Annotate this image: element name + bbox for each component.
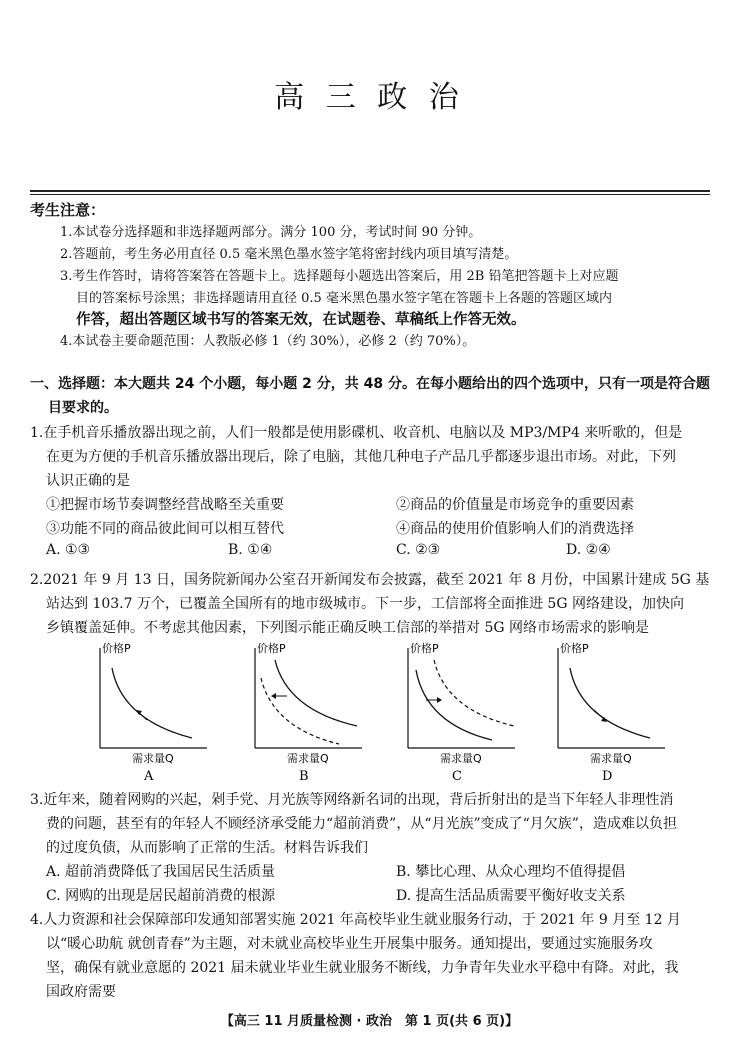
q3-line-3: 的过度负债，从而影响了正常的生活。材料告诉我们 bbox=[46, 840, 368, 856]
page-title: 高 三 政 治 bbox=[274, 80, 465, 115]
graph-c-x-label: 需求量Q bbox=[440, 752, 482, 765]
notice-item-3-emphasis: 作答，超出答题区域书写的答案无效，在试题卷、草稿纸上作答无效。 bbox=[76, 312, 526, 328]
q1-statement-3: ③功能不同的商品彼此间可以相互替代 bbox=[46, 521, 284, 537]
graph-a-x-label: 需求量Q bbox=[132, 752, 174, 765]
graph-c-letter: C bbox=[452, 769, 462, 784]
q1-line-2: 在更为方便的手机音乐播放器出现后，除了电脑，其他几种电子产品几乎都逐步退出市场。对此，下列 bbox=[46, 449, 676, 465]
graph-d-x-label: 需求量Q bbox=[590, 752, 632, 765]
q1-option-b: B. ①④ bbox=[228, 542, 273, 558]
graph-c-shifted-curve bbox=[434, 660, 514, 726]
q1-statement-4: ④商品的使用价值影响人们的消费选择 bbox=[396, 521, 634, 537]
graph-d-y-label: 价格P bbox=[560, 642, 589, 655]
q4-line-1: 4.人力资源和社会保障部印发通知部署实施 2021 年高校毕业生就业服务行动，于 2021 年 9 月至 12 月 bbox=[30, 912, 681, 928]
graph-c-demand-curve bbox=[416, 670, 492, 740]
notice-item-4: 4.本试卷主要命题范围：人教版必修 1（约 30%），必修 2（约 70%）。 bbox=[60, 334, 476, 349]
notice-item-2: 2.答题前，考生务必用直径 0.5 毫米黑色墨水签字笔将密封线内项目填写清楚。 bbox=[60, 247, 518, 262]
q1-line-1: 1.在手机音乐播放器出现之前，人们一般都是使用影碟机、收音机、电脑以及 MP3/MP4 来听歌的，但是 bbox=[30, 425, 683, 441]
notice-item-3: 3.考生作答时，请将答案答在答题卡上。选择题每小题选出答案后，用 2B 铅笔把答题卡上对应题 bbox=[60, 269, 619, 284]
q4-line-2: 以“暖心助航 就创青春”为主题，对未就业高校毕业生开展集中服务。通知提出，要通过实施服务攻 bbox=[46, 936, 653, 952]
q3-line-2: 费的问题，甚至有的年轻人不顾经济承受能力“超前消费”，从“月光族”变成了“月欠族”，造成难以负担 bbox=[46, 816, 677, 832]
graph-b-demand-curve bbox=[275, 660, 357, 726]
graph-c bbox=[400, 640, 520, 784]
graph-b-letter: B bbox=[299, 769, 309, 784]
q3-option-b: B. 攀比心理、从众心理均不值得提倡 bbox=[396, 864, 626, 880]
graph-b-shifted-curve bbox=[261, 678, 339, 744]
graph-b-arrow-head bbox=[271, 693, 276, 699]
graph-d bbox=[550, 640, 670, 784]
q1-line-3: 认识正确的是 bbox=[46, 473, 130, 489]
graph-b-x-label: 需求量Q bbox=[287, 752, 329, 765]
q2-line-2: 站达到 103.7 万个，已覆盖全国所有的地市级城市。下一步，工信部将全面推进 5G 网络建设，加快向 bbox=[46, 596, 684, 612]
q3-option-d: D. 提高生活品质需要平衡好收支关系 bbox=[396, 888, 626, 904]
graph-b-y-label: 价格P bbox=[257, 642, 286, 655]
q2-line-3: 乡镇覆盖延伸。不考虑其他因素，下列图示能正确反映工信部的举措对 5G 网络市场需求的影响是 bbox=[46, 620, 649, 636]
q1-statement-2: ②商品的价值量是市场竞争的重要因素 bbox=[396, 497, 634, 513]
graph-d-letter: D bbox=[602, 769, 613, 784]
graph-c-y-label: 价格P bbox=[410, 642, 439, 655]
section-heading-cont: 目要求的。 bbox=[48, 400, 118, 416]
notice-item-1: 1.本试卷分选择题和非选择题两部分。满分 100 分，考试时间 90 分钟。 bbox=[60, 225, 482, 240]
section-heading: 一、选择题：本大题共 24 个小题，每小题 2 分，共 48 分。在每小题给出的四个选项中，只有一项是符合题 bbox=[30, 376, 710, 392]
header-rule-thin bbox=[30, 194, 710, 195]
graph-a-y-label: 价格P bbox=[102, 642, 131, 655]
q3-line-1: 3.近年来，随着网购的兴起，剁手党、月光族等网络新名词的出现，背后折射出的是当下年轻人非理性消 bbox=[30, 792, 674, 808]
q1-option-d: D. ②④ bbox=[566, 542, 611, 558]
header-rule bbox=[30, 190, 710, 192]
graph-d-demand-curve bbox=[570, 668, 650, 738]
q4-line-4: 国政府需要 bbox=[46, 984, 116, 1000]
graph-a-demand-curve bbox=[112, 668, 192, 738]
notice-heading: 考生注意： bbox=[30, 201, 106, 219]
q4-line-3: 坚，确保有就业意愿的 2021 届未就业毕业生就业服务不断线，力争青年失业水平稳中有降。对此，我 bbox=[46, 960, 679, 976]
graph-a-letter: A bbox=[144, 769, 154, 784]
graph-b bbox=[247, 640, 367, 784]
q1-option-c: C. ②③ bbox=[396, 542, 441, 558]
graph-a bbox=[92, 640, 212, 784]
q3-option-c: C. 网购的出现是居民超前消费的根源 bbox=[46, 888, 276, 904]
q3-option-a: A. 超前消费降低了我国居民生活质量 bbox=[46, 864, 276, 880]
q2-line-1: 2.2021 年 9 月 13 日，国务院新闻办公室召开新闻发布会披露，截至 2021 年 8 月份，中国累计建成 5G 基 bbox=[30, 572, 710, 588]
page-footer: 【高三 11 月质量检测 · 政治 第 1 页(共 6 页)】 bbox=[220, 1014, 519, 1029]
notice-item-3-cont: 目的答案标号涂黑；非选择题请用直径 0.5 毫米黑色墨水签字笔在答题卡上各题的答题区域内 bbox=[76, 291, 612, 306]
graph-c-arrow-head bbox=[437, 697, 442, 703]
q1-statement-1: ①把握市场节奏调整经营战略至关重要 bbox=[46, 497, 284, 513]
q1-option-a: A. ①③ bbox=[46, 542, 91, 558]
